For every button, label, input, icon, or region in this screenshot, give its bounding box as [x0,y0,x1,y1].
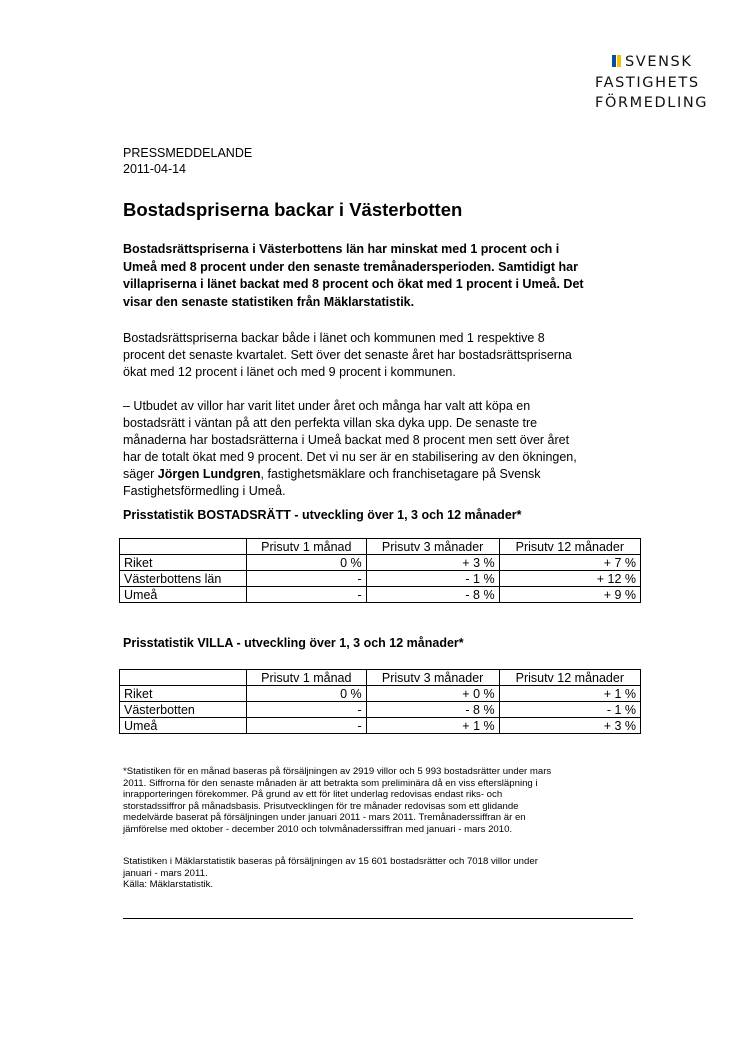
row-label: Umeå [120,718,247,734]
header-cell: Prisutv 12 månader [499,539,640,555]
cell-value: 0 % [247,686,367,702]
cell-value: + 1 % [366,718,499,734]
table-row [120,587,641,603]
footnote-source [123,856,638,891]
footnote-line: storstadssiffror på månadsbasis. Prisutvecklingen för tre månader redovisas som ett glidande [123,800,519,812]
footnote-line: Statistiken i Mäklarstatistik baseras på försäljningen av 15 601 bostadsrätter och 7018 villor under [123,856,538,867]
header-cell: Prisutv 3 månader [366,539,499,555]
footnote-line: inrapporteringen förekommer. På grund av ett för litet underlag redovisas endast riks- och [123,789,503,801]
logo-text-svensk: SVENSK [625,54,693,70]
body-line: – Utbudet av villor har varit litet under året och många har valt att köpa en [123,399,531,413]
table-row [120,702,641,718]
cell-value: - 8 % [366,702,499,718]
body-line: Bostadsrättspriserna backar både i länet och kommunen med 1 respektive 8 [123,331,545,345]
cell-value: - [247,718,367,734]
row-label: Riket [120,555,247,571]
row-label: Umeå [120,587,247,603]
logo-text-fastighets: FASTIGHETS [595,75,700,91]
cell-value: + 9 % [499,587,640,603]
body-line-prefix: säger [123,467,158,481]
lead-paragraph [123,241,643,311]
cell-value: + 1 % [499,686,640,702]
logo-text-formedling: FÖRMEDLING [595,95,709,111]
body-line-suffix: , fastighetsmäklare och franchisetagare på Svensk [260,467,541,481]
body-paragraph-2 [123,398,643,500]
logo-line-1 [595,52,707,73]
table2-title: Prisstatistik VILLA - utveckling över 1, 3 och 12 månader* [123,636,464,650]
row-label: Västerbottens län [120,571,247,587]
body-paragraph-1 [123,330,643,381]
header-cell: Prisutv 12 månader [499,670,640,686]
cell-value: + 0 % [366,686,499,702]
body-line: bostadsrätt i väntan på att den perfekta villan ska dyka upp. De senaste tre [123,416,538,430]
cell-value: - [247,587,367,603]
press-label: PRESSMEDDELANDE [123,146,253,160]
lead-line: Bostadsrättspriserna i Västerbottens län har minskat med 1 procent och i [123,242,560,256]
cell-value: 0 % [247,555,367,571]
body-line: har de totalt ökat med 9 procent. Det vi nu ser är en stabilisering av den ökningen, [123,450,577,464]
header-cell: Prisutv 1 månad [247,539,367,555]
speaker-name: Jörgen Lundgren [157,467,261,481]
footnote-statistics [123,766,638,836]
cell-value: - [247,571,367,587]
body-line: månaderna har bostadsrätterna i Umeå backat med 8 procent men sett över året [123,433,570,447]
cell-value: - 1 % [499,702,640,718]
table-header-row [120,539,641,555]
header-cell: Prisutv 3 månader [366,670,499,686]
company-logo [595,52,707,113]
lead-line: villapriserna i länet backat med 8 procent och ökat med 1 procent i Umeå. Det [123,277,584,291]
row-label: Riket [120,686,247,702]
lead-line: Umeå med 8 procent under den senaste tremånadersperioden. Samtidigt har [123,259,578,274]
header-cell [120,670,247,686]
footnote-line: Källa: Mäklarstatistik. [123,879,214,891]
press-date: 2011-04-14 [123,162,187,176]
cell-value: + 3 % [499,718,640,734]
cell-value: + 12 % [499,571,640,587]
cell-value: + 3 % [366,555,499,571]
header-cell: Prisutv 1 månad [247,670,367,686]
table-header-row [120,670,641,686]
table-row [120,718,641,734]
cell-value: - 1 % [366,571,499,587]
footnote-line: jämförelse med oktober - december 2010 och tolvmånaderssiffran med januari - mars 2010. [123,823,513,835]
press-header [123,145,252,177]
swedish-flag-icon [612,53,622,73]
body-line: procent det senaste kvartalet. Sett över det senaste året har bostadsrättspriserna [123,348,572,362]
lead-line: visar den senaste statistiken från Mäklarstatistik. [123,294,415,309]
headline: Bostadspriserna backar i Västerbotten [123,199,463,220]
footnote-line: *Statistiken för en månad baseras på försäljningen av 2919 villor och 5 993 bostadsrätter under mars [123,766,552,777]
table-row [120,686,641,702]
table-row [120,571,641,587]
cell-value: - 8 % [366,587,499,603]
body-line: ökat med 12 procent i länet och med 9 procent i kommunen. [123,365,456,379]
cell-value: + 7 % [499,555,640,571]
header-cell [120,539,247,555]
body-line: Fastighetsförmedling i Umeå. [123,484,286,498]
bottom-divider [123,918,633,919]
table-row [120,555,641,571]
bostadsratt-table [119,538,641,603]
cell-value: - [247,702,367,718]
row-label: Västerbotten [120,702,247,718]
table1-title: Prisstatistik BOSTADSRÄTT - utveckling över 1, 3 och 12 månader* [123,508,522,522]
villa-table [119,669,641,734]
footnote-line: medelvärde baserat på försäljningen under januari 2011 - mars 2011. Tremånaderssiffran är en [123,812,526,824]
footnote-line: 2011. Siffrorna för den senaste månaden är att betrakta som preliminära då en viss eftersläpning i [123,777,538,789]
footnote-line: januari - mars 2011. [123,867,208,879]
